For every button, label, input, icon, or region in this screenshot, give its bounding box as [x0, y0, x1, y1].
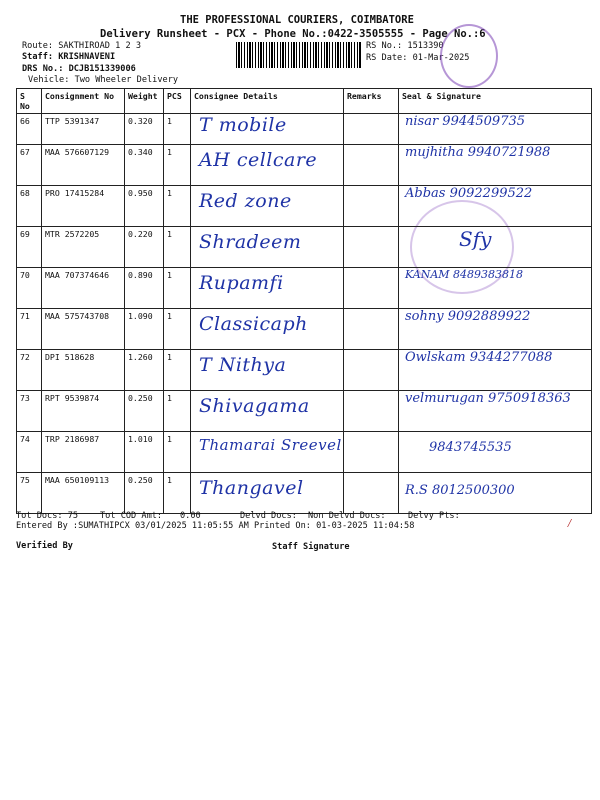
- handwritten-consignee: AH cellcare: [199, 149, 318, 171]
- cell-consignment: MAA 576607129: [42, 145, 125, 186]
- cell-consignee: [191, 350, 344, 391]
- runsheet-table: [16, 88, 592, 514]
- cell-remarks: [344, 114, 399, 145]
- cell-consignment: TRP 2186987: [42, 432, 125, 473]
- cell-consignee: [191, 309, 344, 350]
- cell-consignee: [191, 473, 344, 514]
- handwritten-consignee: Classicaph: [199, 313, 308, 335]
- cell-remarks: [344, 145, 399, 186]
- col-consignment: Consignment No: [42, 89, 125, 114]
- table-row: [17, 350, 592, 391]
- handwritten-consignee: Thamarai Sreevel: [199, 436, 342, 454]
- col-remarks: Remarks: [344, 89, 399, 114]
- handwritten-signature: mujhitha 9940721988: [405, 145, 551, 160]
- table-row: [17, 114, 592, 145]
- staff-signature-label: Staff Signature: [272, 542, 350, 552]
- table-row: [17, 145, 592, 186]
- cell-pcs: 1: [164, 309, 191, 350]
- non-delvd-docs: Non Delvd Docs:: [308, 511, 386, 521]
- cell-sno: 73: [17, 391, 42, 432]
- col-weight: Weight: [125, 89, 164, 114]
- cell-consignment: PRO 17415284: [42, 186, 125, 227]
- verified-by: Verified By: [16, 541, 73, 551]
- handwritten-signature: KANAM 8489383818: [405, 268, 524, 281]
- handwritten-consignee: Thangavel: [199, 477, 304, 499]
- cell-remarks: [344, 309, 399, 350]
- cell-weight: 1.260: [125, 350, 164, 391]
- handwritten-signature: 9843745535: [429, 440, 512, 455]
- cell-weight: 1.010: [125, 432, 164, 473]
- handwritten-signature: velmurugan 9750918363: [405, 391, 571, 406]
- cell-pcs: 1: [164, 391, 191, 432]
- table-row: [17, 432, 592, 473]
- rs-date: RS Date: 01-Mar-2025: [366, 53, 470, 63]
- cell-pcs: 1: [164, 432, 191, 473]
- tot-cod-value: 0.00: [180, 511, 201, 521]
- staff-label: Staff: KRISHNAVENI: [22, 52, 116, 62]
- red-mark: ⁄: [566, 516, 574, 530]
- cell-remarks: [344, 473, 399, 514]
- cell-consignment: DPI 518628: [42, 350, 125, 391]
- handwritten-consignee: Shivagama: [199, 395, 310, 417]
- handwritten-signature: Owlskam 9344277088: [405, 350, 553, 365]
- cell-weight: 1.090: [125, 309, 164, 350]
- cell-consignment: MTR 2572205: [42, 227, 125, 268]
- handwritten-consignee: Rupamfi: [199, 272, 284, 294]
- table-header-row: [17, 89, 592, 114]
- delvd-docs: Delvd Docs:: [240, 511, 297, 521]
- cell-consignee: [191, 114, 344, 145]
- cell-consignment: TTP 5391347: [42, 114, 125, 145]
- route-label: Route: SAKTHIROAD 1 2 3: [22, 41, 141, 51]
- table-row: [17, 186, 592, 227]
- handwritten-consignee: Shradeem: [199, 231, 302, 253]
- circular-stamp-top: [440, 24, 498, 88]
- cell-weight: 0.250: [125, 391, 164, 432]
- cell-seal: [399, 145, 592, 186]
- cell-remarks: [344, 391, 399, 432]
- handwritten-signature: nisar 9944509735: [405, 114, 526, 129]
- drs-number: DRS No.: DCJB151339006: [22, 64, 136, 74]
- cell-pcs: 1: [164, 114, 191, 145]
- cell-consignment: MAA 650109113: [42, 473, 125, 514]
- table-row: [17, 268, 592, 309]
- cell-seal: [399, 432, 592, 473]
- tot-cod-label: Tot COD Amt:: [100, 511, 163, 521]
- handwritten-consignee: Red zone: [199, 190, 292, 212]
- cell-consignee: [191, 432, 344, 473]
- cell-consignee: [191, 145, 344, 186]
- cell-weight: 0.950: [125, 186, 164, 227]
- cell-weight: 0.320: [125, 114, 164, 145]
- table-row: [17, 391, 592, 432]
- handwritten-consignee: T mobile: [199, 114, 287, 136]
- cell-sno: 70: [17, 268, 42, 309]
- rs-number: RS No.: 1513390: [366, 41, 444, 51]
- cell-weight: 0.250: [125, 473, 164, 514]
- cell-seal: [399, 309, 592, 350]
- cell-sno: 67: [17, 145, 42, 186]
- cell-remarks: [344, 268, 399, 309]
- handwritten-signature: Abbas 9092299522: [405, 186, 533, 201]
- cell-remarks: [344, 227, 399, 268]
- cell-sno: 69: [17, 227, 42, 268]
- vehicle-label: Vehicle: Two Wheeler Delivery: [28, 75, 179, 85]
- barcode: [236, 42, 362, 68]
- handwritten-signature: Sfy: [459, 227, 492, 251]
- cell-pcs: 1: [164, 145, 191, 186]
- cell-consignment: MAA 707374646: [42, 268, 125, 309]
- tot-docs: Tot Docs: 75: [16, 511, 79, 521]
- cell-seal: [399, 186, 592, 227]
- cell-weight: 0.890: [125, 268, 164, 309]
- printed-on: Printed On: 01-03-2025 11:04:58: [254, 521, 415, 531]
- col-sno: S No: [17, 89, 42, 114]
- cell-consignee: [191, 227, 344, 268]
- cell-sno: 75: [17, 473, 42, 514]
- cell-sno: 66: [17, 114, 42, 145]
- entered-by: Entered By :SUMATHIPCX 03/01/2025 11:05:55 AM: [16, 521, 249, 531]
- cell-remarks: [344, 350, 399, 391]
- table-row: [17, 309, 592, 350]
- cell-pcs: 1: [164, 473, 191, 514]
- runsheet-title: Delivery Runsheet - PCX - Phone No.:0422-3505555 - Page No.:6: [100, 28, 486, 40]
- cell-consignment: MAA 575743708: [42, 309, 125, 350]
- cell-consignment: RPT 9539874: [42, 391, 125, 432]
- cell-pcs: 1: [164, 227, 191, 268]
- handwritten-consignee: T Nithya: [199, 354, 287, 376]
- handwritten-signature: sohny 9092889922: [405, 309, 531, 324]
- cell-remarks: [344, 432, 399, 473]
- cell-pcs: 1: [164, 350, 191, 391]
- cell-pcs: 1: [164, 268, 191, 309]
- cell-sno: 74: [17, 432, 42, 473]
- cell-remarks: [344, 186, 399, 227]
- cell-weight: 0.340: [125, 145, 164, 186]
- cell-sno: 68: [17, 186, 42, 227]
- cell-sno: 72: [17, 350, 42, 391]
- table-row: [17, 227, 592, 268]
- cell-consignee: [191, 268, 344, 309]
- table-row: [17, 473, 592, 514]
- cell-consignee: [191, 391, 344, 432]
- col-pcs: PCS: [164, 89, 191, 114]
- col-consignee: Consignee Details: [191, 89, 344, 114]
- cell-seal: [399, 268, 592, 309]
- company-title: THE PROFESSIONAL COURIERS, COIMBATORE: [180, 14, 414, 26]
- cell-sno: 71: [17, 309, 42, 350]
- col-seal: Seal & Signature: [399, 89, 592, 114]
- cell-seal: [399, 473, 592, 514]
- cell-weight: 0.220: [125, 227, 164, 268]
- cell-seal: [399, 227, 592, 268]
- handwritten-signature: R.S 8012500300: [405, 483, 515, 498]
- delvy-pts: Delvy Pts:: [408, 511, 460, 521]
- cell-pcs: 1: [164, 186, 191, 227]
- cell-seal: [399, 350, 592, 391]
- cell-seal: [399, 391, 592, 432]
- cell-consignee: [191, 186, 344, 227]
- cell-seal: [399, 114, 592, 145]
